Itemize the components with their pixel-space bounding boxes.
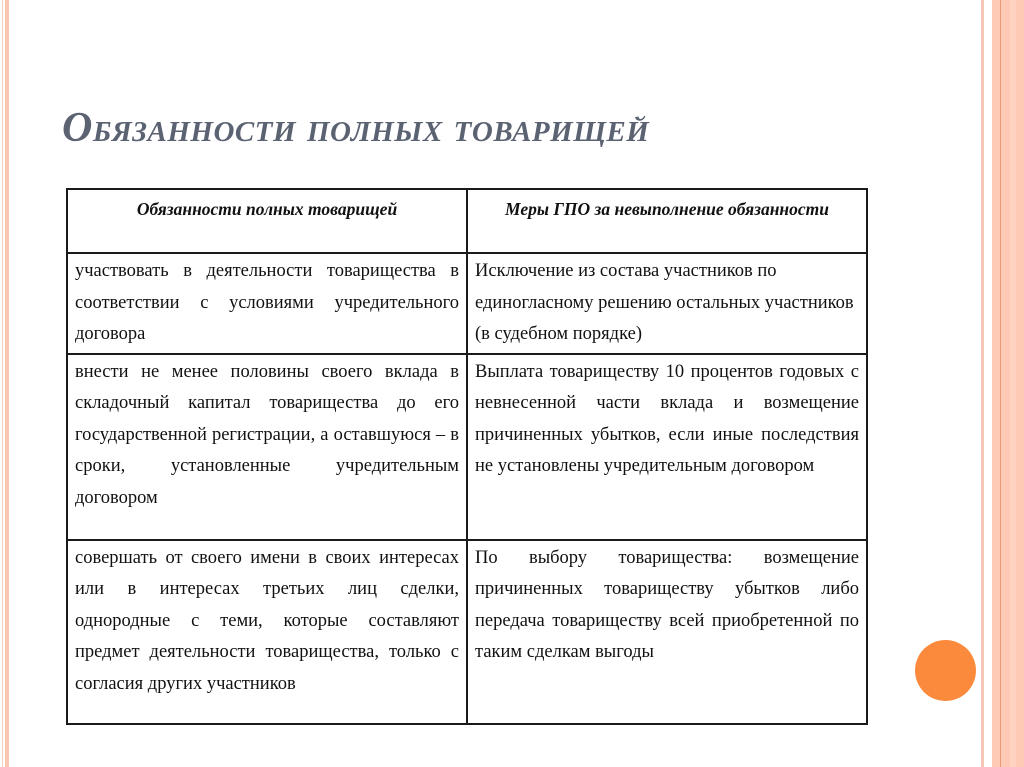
slide-title: Обязанности полных товарищей	[62, 105, 650, 151]
table-row	[67, 253, 867, 354]
measure-cell: Выплата товариществу 10 процентов годовых с невнесенной части вклада и возмещение причиненных убытков, если иные последствия не установлены учредительным договором	[467, 354, 867, 540]
decorative-stripe-right-light	[1010, 0, 1016, 767]
measure-cell: Исключение из состава участников по единогласному решению остальных участников (в судебном порядке)	[467, 253, 867, 354]
duty-cell: участвовать в деятельности товарищества в соответствии с условиями учредительного договора	[67, 253, 467, 354]
decorative-stripe-left	[5, 0, 9, 767]
table-row	[67, 354, 867, 540]
decorative-stripe-left-thin	[2, 0, 3, 767]
measure-cell: По выбору товарищества: возмещение причиненных товариществу убытков либо передача товариществу всей приобретенной по таким сделкам выгоды	[467, 540, 867, 724]
duty-cell: совершать от своего имени в своих интересах или в интересах третьих лиц сделки, однородные с теми, которые составляют предмет деятельности товарищества, только с согласия других участников	[67, 540, 467, 724]
duty-cell: внести не менее половины своего вклада в складочный капитал товарищества до его государственной регистрации, а оставшуюся – в сроки, установленные учредительным договором	[67, 354, 467, 540]
column-header-measures: Меры ГПО за невыполнение обязанности	[467, 189, 867, 253]
decorative-stripe-right-line	[1000, 0, 1001, 767]
duties-table	[66, 188, 868, 725]
decorative-stripe-right-band	[992, 0, 1024, 767]
column-header-duties: Обязанности полных товарищей	[67, 189, 467, 253]
decorative-stripe-right-thin	[981, 0, 984, 767]
table-header-row	[67, 189, 867, 253]
decorative-circle	[915, 640, 976, 701]
table-row	[67, 540, 867, 724]
